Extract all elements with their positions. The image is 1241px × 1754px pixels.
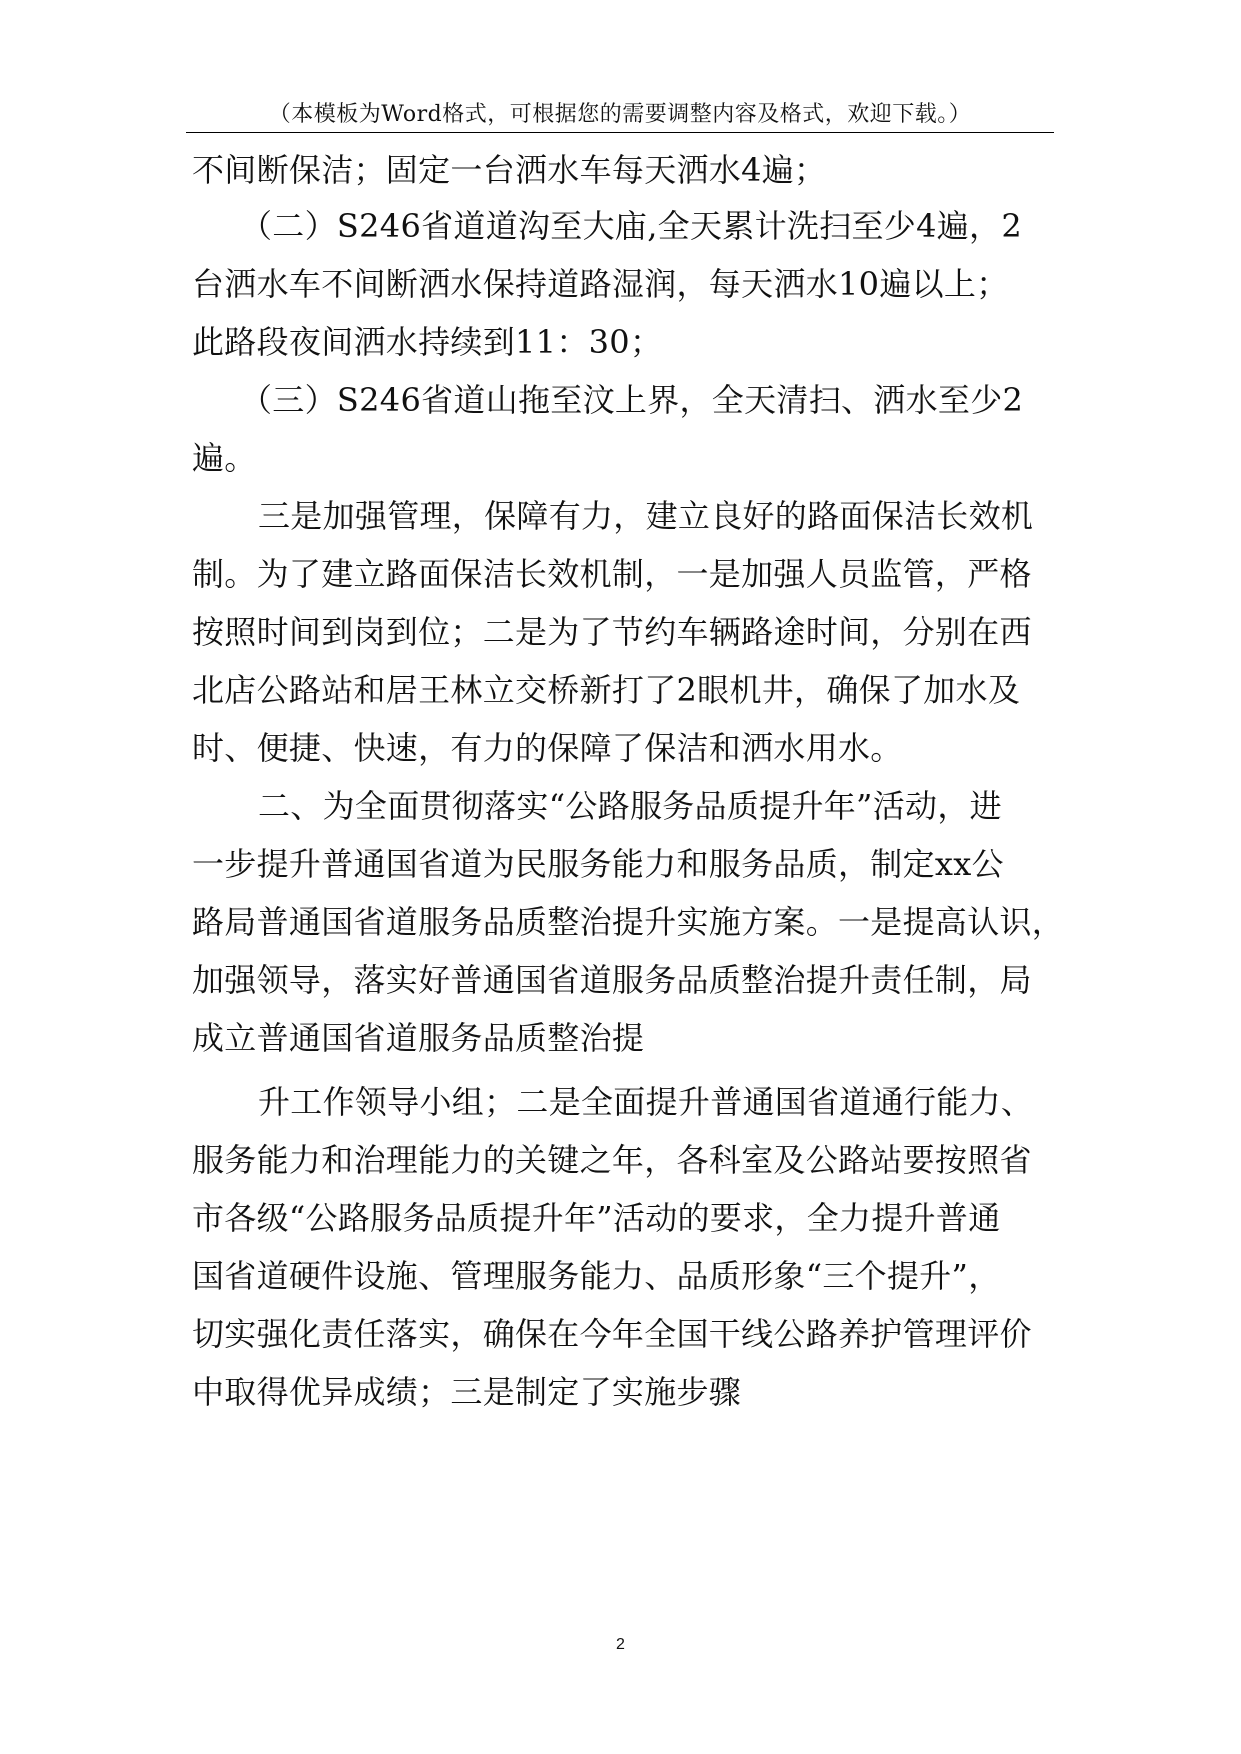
text-line: 北店公路站和居王林立交桥新打了2眼机井，确保了加水及 — [192, 671, 1021, 709]
text-line: 一步提升普通国省道为民服务能力和服务品质，制定xx公 — [192, 845, 1004, 883]
page-number: 2 — [616, 1636, 625, 1653]
header-divider — [186, 132, 1054, 133]
text-line: 市各级“公路服务品质提升年”活动的要求，全力提升普通 — [192, 1199, 1001, 1237]
text-line: 台洒水车不间断洒水保持道路湿润，每天洒水10遍以上； — [192, 265, 1009, 303]
text-line: 成立普通国省道服务品质整治提 — [192, 1019, 645, 1057]
text-line: 切实强化责任落实，确保在今年全国干线公路养护管理评价 — [192, 1315, 1032, 1353]
text-line: 加强领导，落实好普通国省道服务品质整治提升责任制，局 — [192, 961, 1032, 999]
text-line: 路局普通国省道服务品质整治提升实施方案。一是提高认识， — [192, 903, 1065, 941]
text-line: 服务能力和治理能力的关键之年，各科室及公路站要按照省 — [192, 1141, 1032, 1179]
text-line: 制。为了建立路面保洁长效机制，一是加强人员监管，严格 — [192, 555, 1032, 593]
text-line: 三是加强管理，保障有力，建立良好的路面保洁长效机 — [258, 497, 1034, 535]
text-line: （二）S246省道道沟至大庙,全天累计洗扫至少4遍，2 — [240, 207, 1022, 245]
text-line: 国省道硬件设施、管理服务能力、品质形象“三个提升”， — [192, 1257, 1001, 1295]
text-line: 时、便捷、快速，有力的保障了保洁和洒水用水。 — [192, 729, 903, 767]
text-line: （三）S246省道山拖至汶上界，全天清扫、洒水至少2 — [240, 381, 1024, 419]
text-line: 遍。 — [192, 439, 257, 477]
text-line: 不间断保洁；固定一台洒水车每天洒水4遍； — [192, 151, 827, 189]
text-line: 按照时间到岗到位；二是为了节约车辆路途时间，分别在西 — [192, 613, 1032, 651]
text-line: 二、为全面贯彻落实“公路服务品质提升年”活动，进 — [258, 787, 1002, 825]
text-line: 此路段夜间洒水持续到11：30； — [192, 323, 663, 361]
text-line: 升工作领导小组；二是全面提升普通国省道通行能力、 — [258, 1083, 1034, 1121]
text-line: 中取得优异成绩；三是制定了实施步骤 — [192, 1373, 742, 1411]
template-note: （本模板为Word格式，可根据您的需要调整内容及格式，欢迎下载。） — [268, 102, 972, 127]
